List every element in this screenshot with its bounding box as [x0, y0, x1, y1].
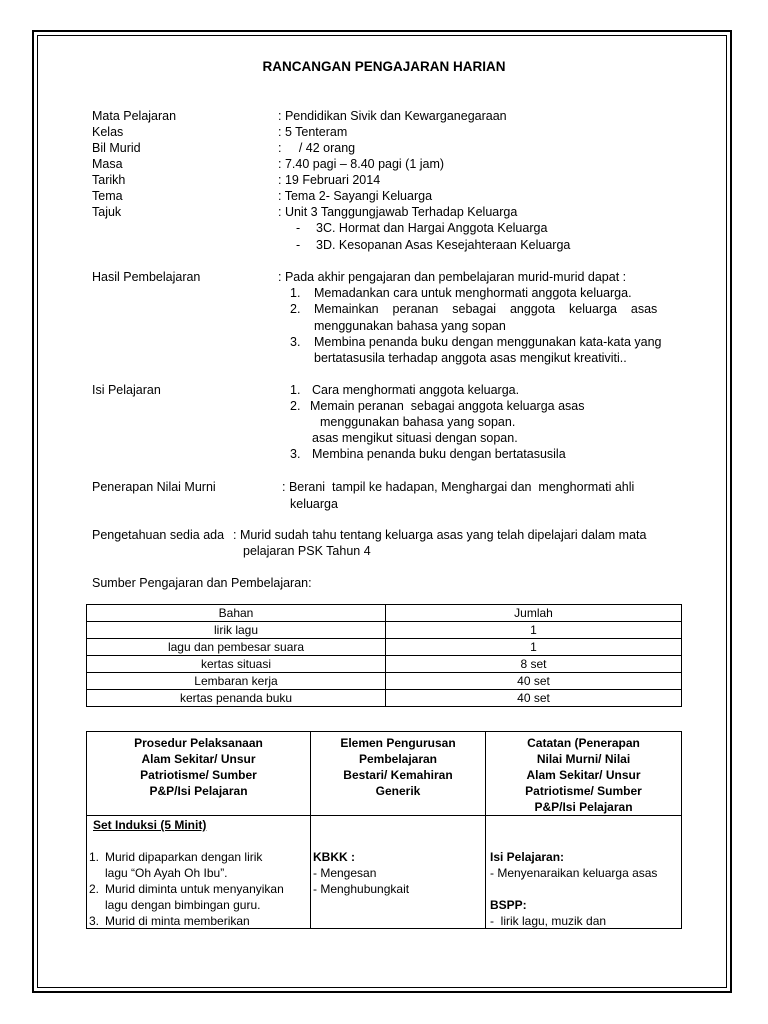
item-text: Memain peranan sebagai anggota keluarga asas — [310, 399, 585, 413]
step-text-cont: lagu dengan bimbingan guru. — [105, 898, 261, 912]
item-text: Cara menghormati anggota keluarga. — [312, 383, 520, 397]
table-cell: lirik lagu — [87, 622, 386, 639]
bullet: - — [296, 221, 301, 235]
table-header-row — [87, 732, 682, 816]
item-number: 1. — [290, 286, 301, 300]
table-row — [87, 673, 682, 690]
table-row — [87, 656, 682, 673]
hasil-label: Hasil Pembelajaran — [92, 270, 201, 284]
table-cell: 40 set — [386, 673, 682, 690]
table-header: Bahan — [87, 605, 386, 622]
header-line: Bestari/ Kemahiran — [343, 768, 453, 782]
item-text: Membina penanda buku dengan bertatasusila — [312, 447, 566, 461]
table-cell: 1 — [386, 622, 682, 639]
table-cell: kertas penanda buku — [87, 690, 386, 707]
info-label: Kelas — [92, 125, 124, 139]
info-label: Masa — [92, 157, 123, 171]
bspp-item: - lirik lagu, muzik dan — [490, 914, 607, 928]
info-label: Tarikh — [92, 173, 126, 187]
table-row — [87, 639, 682, 656]
table-cell: 40 set — [386, 690, 682, 707]
item-number: 3. — [290, 447, 301, 461]
nilai-text: keluarga — [290, 497, 338, 511]
item-number: 2. — [290, 302, 301, 316]
header-line: P&P/Isi Pelajaran — [534, 800, 633, 814]
item-text: asas mengikut situasi dengan sopan. — [312, 431, 518, 445]
catatan-cell — [486, 816, 682, 929]
item-number: 1. — [290, 383, 301, 397]
item-text: Memadankan cara untuk menghormati anggota keluarga. — [314, 286, 632, 300]
header-line: Elemen Pengurusan — [340, 736, 456, 750]
info-value: : 5 Tenteram — [278, 125, 348, 139]
step-number: 2. — [89, 882, 100, 896]
step-number: 1. — [89, 850, 100, 864]
step-text-cont: lagu “Oh Ayah Oh Ibu”. — [105, 866, 228, 880]
prosedur-cell — [87, 816, 311, 929]
item-number: 2. — [290, 399, 301, 413]
table-cell: 1 — [386, 639, 682, 656]
bullet: - — [296, 238, 301, 252]
sumber-label: Sumber Pengajaran dan Pembelajaran: — [92, 576, 312, 590]
kbkk-item: - Menghubungkait — [313, 882, 410, 896]
nilai-label: Penerapan Nilai Murni — [92, 480, 216, 494]
nilai-text: : Berani tampil ke hadapan, Menghargai dan menghormati ahli — [282, 480, 635, 494]
item-text: Memainkan peranan sebagai anggota keluarga asas — [314, 302, 658, 316]
pengetahuan-text: pelajaran PSK Tahun 4 — [243, 544, 371, 558]
table-cell: lagu dan pembesar suara — [87, 639, 386, 656]
page-title: RANCANGAN PENGAJARAN HARIAN — [262, 59, 506, 74]
step-number: 3. — [89, 914, 100, 928]
hasil-intro: : Pada akhir pengajaran dan pembelajaran murid-murid dapat : — [278, 270, 627, 284]
procedure-table — [86, 731, 682, 929]
info-value: : Tema 2- Sayangi Keluarga — [278, 189, 433, 203]
table-row — [87, 622, 682, 639]
header-line: Catatan (Penerapan — [527, 736, 640, 750]
info-value: : Pendidikan Sivik dan Kewarganegaraan — [278, 109, 507, 123]
item-text: Membina penanda buku dengan menggunakan kata-kata yang — [314, 335, 662, 349]
step-text: Murid di minta memberikan — [105, 914, 250, 928]
table-cell: 8 set — [386, 656, 682, 673]
header-line: Patriotisme/ Sumber — [140, 768, 257, 782]
table-header-row — [87, 605, 682, 622]
header-line: Nilai Murni/ Nilai — [536, 752, 631, 766]
header-line: Alam Sekitar/ Unsur — [526, 768, 641, 782]
step-text: Murid diminta untuk menyanyikan — [105, 882, 284, 896]
step-text: Murid dipaparkan dengan lirik — [105, 850, 263, 864]
header-line: Pembelajaran — [358, 752, 438, 766]
table-row — [87, 690, 682, 707]
header-elemen — [311, 732, 486, 816]
item-text: menggunakan bahasa yang sopan — [314, 319, 506, 333]
info-label: Tema — [92, 189, 123, 203]
item-text: bertatasusila terhadap anggota asas mengikut kreativiti.. — [314, 351, 627, 365]
header-line: Alam Sekitar/ Unsur — [141, 752, 256, 766]
kbkk-item: - Mengesan — [313, 866, 377, 880]
table-cell: Lembaran kerja — [87, 673, 386, 690]
info-label: Tajuk — [92, 205, 122, 219]
header-catatan — [486, 732, 682, 816]
header-line: Prosedur Pelaksanaan — [134, 736, 263, 750]
info-label: Bil Murid — [92, 141, 141, 155]
tajuk-sub-text: 3D. Kesopanan Asas Kesejahteraan Keluarga — [316, 238, 571, 252]
info-value: : 19 Februari 2014 — [278, 173, 381, 187]
item-text: menggunakan bahasa yang sopan. — [320, 415, 516, 429]
info-value: : / 42 orang — [278, 141, 356, 155]
isi-pelajaran-title: Isi Pelajaran: — [490, 850, 565, 864]
set-induksi-title: Set Induksi (5 Minit) — [93, 818, 207, 832]
table-row — [87, 816, 682, 929]
tajuk-sub-text: 3C. Hormat dan Hargai Anggota Keluarga — [316, 221, 548, 235]
info-value: : Unit 3 Tanggungjawab Terhadap Keluarga — [278, 205, 518, 219]
elemen-cell — [311, 816, 486, 929]
item-number: 3. — [290, 335, 301, 349]
header-prosedur — [87, 732, 311, 816]
table-header: Jumlah — [386, 605, 682, 622]
header-line: Patriotisme/ Sumber — [525, 784, 642, 798]
info-label: Mata Pelajaran — [92, 109, 177, 123]
header-line: Generik — [375, 784, 421, 798]
sumber-table — [86, 604, 682, 707]
header-line: P&P/Isi Pelajaran — [149, 784, 248, 798]
isi-pelajaran-item: - Menyenaraikan keluarga asas — [490, 866, 658, 880]
pengetahuan-text: : Murid sudah tahu tentang keluarga asas yang telah dipelajari dalam mata — [233, 528, 647, 542]
table-cell: kertas situasi — [87, 656, 386, 673]
pengetahuan-label: Pengetahuan sedia ada — [92, 528, 225, 542]
isi-label: Isi Pelajaran — [92, 383, 161, 397]
info-value: : 7.40 pagi – 8.40 pagi (1 jam) — [278, 157, 445, 171]
bspp-title: BSPP: — [490, 898, 527, 912]
kbkk-title: KBKK : — [313, 850, 355, 864]
